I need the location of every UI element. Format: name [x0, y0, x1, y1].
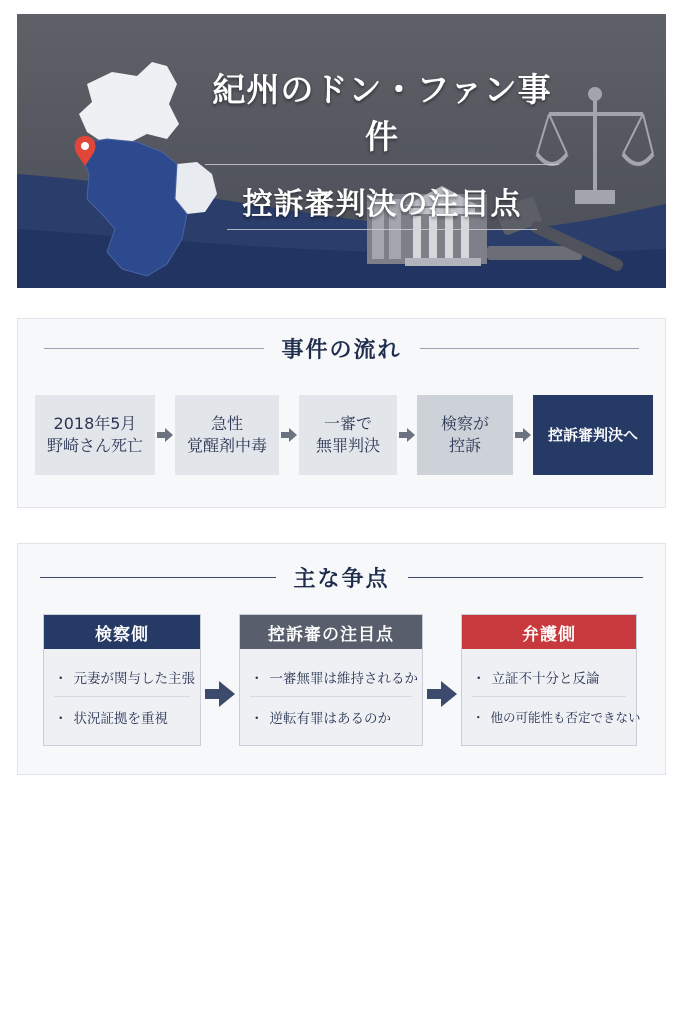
hero-title-divider: [205, 164, 559, 165]
step-line: 控訴: [448, 436, 481, 455]
step-line: 野崎さん死亡: [46, 436, 143, 455]
hero-title-line2: 控訴審判決の注目点: [242, 187, 522, 222]
step-line: 一審で: [323, 414, 372, 433]
card-title: 検察側: [44, 615, 200, 649]
list-item: ・ 一審無罪は維持されるか: [250, 657, 412, 697]
card-list: [462, 649, 641, 745]
hero-title-divider-2: [227, 229, 537, 230]
step-line: 覚醒剤中毒: [186, 436, 267, 455]
list-item: ・ 立証不十分と反論: [472, 657, 626, 697]
step-line: 控訴審判決へ: [547, 426, 638, 444]
step-line: 急性: [210, 414, 243, 433]
arrow-right-icon: [201, 614, 239, 774]
heading-rule-right: [420, 348, 640, 349]
chevron-right-icon: [279, 395, 299, 475]
hero-banner: [17, 14, 666, 288]
prosecution-card: [43, 614, 201, 746]
heading-rule-left: [40, 577, 276, 578]
points-cards: [43, 614, 641, 774]
chevron-right-icon: [513, 395, 533, 475]
flow-heading: 事件の流れ: [281, 338, 402, 363]
flow-step-1: [35, 395, 155, 475]
list-item: ・ 状況証拠を重視: [54, 711, 168, 727]
flow-steps: [35, 395, 653, 475]
card-title: 控訴審の注目点: [240, 615, 422, 649]
card-list: [44, 649, 200, 745]
hero-title-block: [197, 64, 567, 230]
map-north-shape: [79, 62, 179, 144]
flow-step-2: [175, 395, 279, 475]
step-line: 検察が: [440, 414, 489, 433]
flow-step-3: [299, 395, 397, 475]
list-item: ・ 他の可能性も否定できない: [472, 710, 641, 725]
card-title: 弁護側: [462, 615, 636, 649]
heading-rule-right: [408, 577, 644, 578]
points-heading-row: [18, 562, 665, 593]
step-line: 無罪判決: [315, 436, 380, 455]
heading-rule-left: [44, 348, 264, 349]
hero-title-line1: 紀州のドン・ファン事件: [212, 70, 552, 156]
arrow-right-icon: [423, 614, 461, 774]
flow-step-4: [417, 395, 513, 475]
flow-panel: [17, 318, 666, 508]
flow-step-5: [533, 395, 653, 475]
list-item: ・ 元妻が関与した主張: [54, 657, 190, 697]
flow-heading-row: [18, 333, 665, 364]
chevron-right-icon: [155, 395, 175, 475]
defense-card: [461, 614, 641, 746]
points-heading: 主な争点: [293, 567, 390, 592]
points-panel: [17, 543, 666, 775]
appeal-focus-card: [239, 614, 423, 746]
card-list: [240, 649, 422, 745]
list-item: ・ 逆転有罪はあるのか: [250, 711, 391, 727]
step-line: 2018年5月: [53, 414, 137, 433]
chevron-right-icon: [397, 395, 417, 475]
